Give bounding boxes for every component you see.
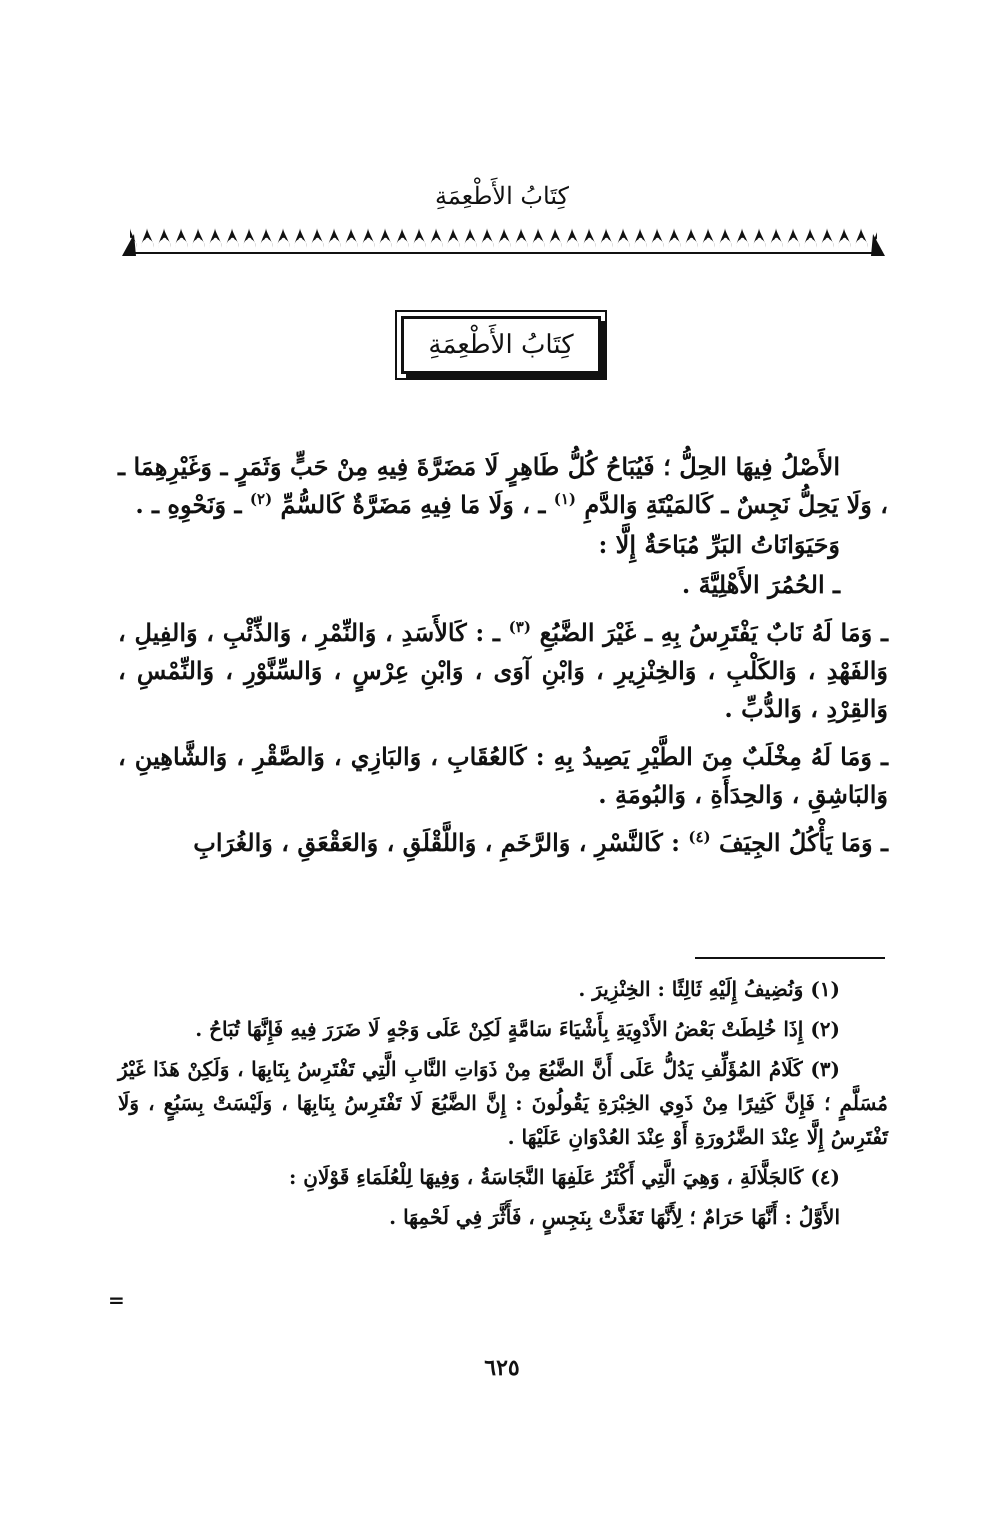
footnote-number: (٣) [810, 1057, 840, 1081]
chapter-title-box [395, 310, 607, 380]
item4-text-b: : كَالنَّسْرِ ، وَالرَّخَمِ ، وَاللَّقْلَقِ ، وَالعَقْعَقِ ، وَالغُرَابِ [193, 828, 680, 857]
footnotes [118, 972, 888, 1240]
footnote-number: (١) [810, 977, 840, 1001]
footnote-text: كَالجَلَّالَةِ ، وَهِيَ الَّتِي أَكْثَرُ عَلَفِهَا النَّجَاسَةُ ، وَفِيهَا لِلْعُلَمَاءِ قَوْلَانِ : [288, 1165, 804, 1189]
footnote-text: وَنُضِيفُ إِلَيْهِ ثَالِثًا : الخِنْزِيرَ . [578, 977, 804, 1001]
list-item-1: ـ الحُمُرَ الأَهْلِيَّةَ . [681, 570, 840, 599]
p1-mid-text: ـ ، وَلَا مَا فِيهِ مَضَرَّةٌ كَالسُّمِّ [280, 490, 546, 519]
paragraph-2: وَحَيَوَانَاتُ البَرِّ مُبَاحَةٌ إِلَّا : [598, 530, 840, 559]
footnote-number: (٤) [810, 1165, 840, 1189]
page-number: ٦٢٥ [484, 1355, 520, 1381]
p1-text: الأَصْلُ فِيهَا الحِلُّ ؛ فَيُبَاحُ كُلُّ طَاهِرٍ لَا مَضَرَّةَ فِيهِ مِنْ حَبٍّ وَثَمَرٍ ـ وَغَيْرِهِمَا ـ ، وَلَا يَحِلُّ نَجِسٌ ـ كَالمَيْتَةِ وَالدَّمِ [118, 452, 888, 519]
footnote-ref-1: (١) [553, 490, 577, 508]
ornament-border [122, 226, 885, 258]
footnote-3 [118, 1052, 888, 1154]
paragraph-1 [118, 448, 888, 524]
chapter-title: كِتَابُ الأَطْعِمَةِ [401, 316, 601, 374]
item2-text-b: ـ : كَالأَسَدِ ، وَالنِّمْرِ ، وَالذِّئْبِ ، وَالفِيلِ ، وَالفَهْدِ ، وَالكَلْبِ ، وَالخِنْزِيرِ ، وَابْنِ آوَى ، وَابْنِ عِرْسٍ ، وَالسِّنَّوْرِ ، وَالنِّمْسِ ، وَالقِرْدِ ، وَالدُّبِّ . [118, 618, 888, 723]
running-header: كِتَابُ الأَطْعِمَةِ [435, 182, 569, 210]
item2-text-a: ـ وَمَا لَهُ نَابٌ يَفْتَرِسُ بِهِ ـ غَيْرَ الضَّبُعِ [539, 618, 888, 647]
list-item-2 [118, 614, 888, 728]
footnote-text: إِذَا خُلِطَتْ بَعْضُ الأَدْوِيَةِ بِأَشْيَاءَ سَامَّةٍ لَكِنْ عَلَى وَجْهٍ لَا ضَرَرَ فِيهِ فَإِنَّهَا تُبَاحُ . [195, 1017, 804, 1041]
list-item-3: ـ وَمَا لَهُ مِخْلَبٌ مِنَ الطَّيْرِ يَصِيدُ بِهِ : كَالعُقَابِ ، وَالبَازِي ، وَالصَّقْرِ ، وَالشَّاهِينِ ، وَالبَاشِقِ ، وَالحِدَأَةِ ، وَالبُومَةِ . [118, 742, 888, 809]
footnote-divider [695, 957, 885, 959]
footnote-ref-3: (٣) [508, 618, 531, 636]
p1-end-text: ـ وَنَحْوِهِ ـ . [135, 490, 242, 519]
continuation-mark: = [108, 1288, 125, 1312]
list-item-4 [118, 824, 888, 862]
footnote-ref-4: (٤) [688, 828, 711, 846]
footnote-2 [118, 1012, 888, 1046]
footnote-ref-2: (٢) [249, 490, 273, 508]
main-text [118, 448, 888, 872]
footnote-4-continuation: الأَوَّلُ : أَنَّهَا حَرَامٌ ؛ لِأَنَّهَا تَغَذَّتْ بِنَجِسٍ ، فَأَثَّرَ فِي لَحْمِهَا . [389, 1205, 840, 1229]
footnote-1 [118, 972, 888, 1006]
footnote-text: كَلَامُ المُؤَلِّفِ يَدُلُّ عَلَى أَنَّ الضَّبُعَ مِنْ ذَوَاتِ النَّابِ الَّتِي تَفْتَرِسُ بِنَابِهَا ، وَلَكِنْ هَذَا غَيْرُ مُسَلَّمٍ ؛ فَإِنَّ كَثِيرًا مِنْ ذَوِي الخِبْرَةِ يَقُولُونَ : إِنَّ الضَّبُعَ لَا تَفْتَرِسُ بِنَابِهَا ، وَلَيْسَتْ بِسَبُعٍ ، وَلَا تَفْتَرِسُ إِلَّا عِنْدَ الضَّرُورَةِ أَوْ عِنْدَ العُدْوَانِ عَلَيْهَا . [118, 1057, 888, 1149]
footnote-number: (٢) [810, 1017, 840, 1041]
item4-text-a: ـ وَمَا يَأْكُلُ الجِيَفَ [718, 828, 888, 857]
footnote-4 [118, 1160, 888, 1194]
